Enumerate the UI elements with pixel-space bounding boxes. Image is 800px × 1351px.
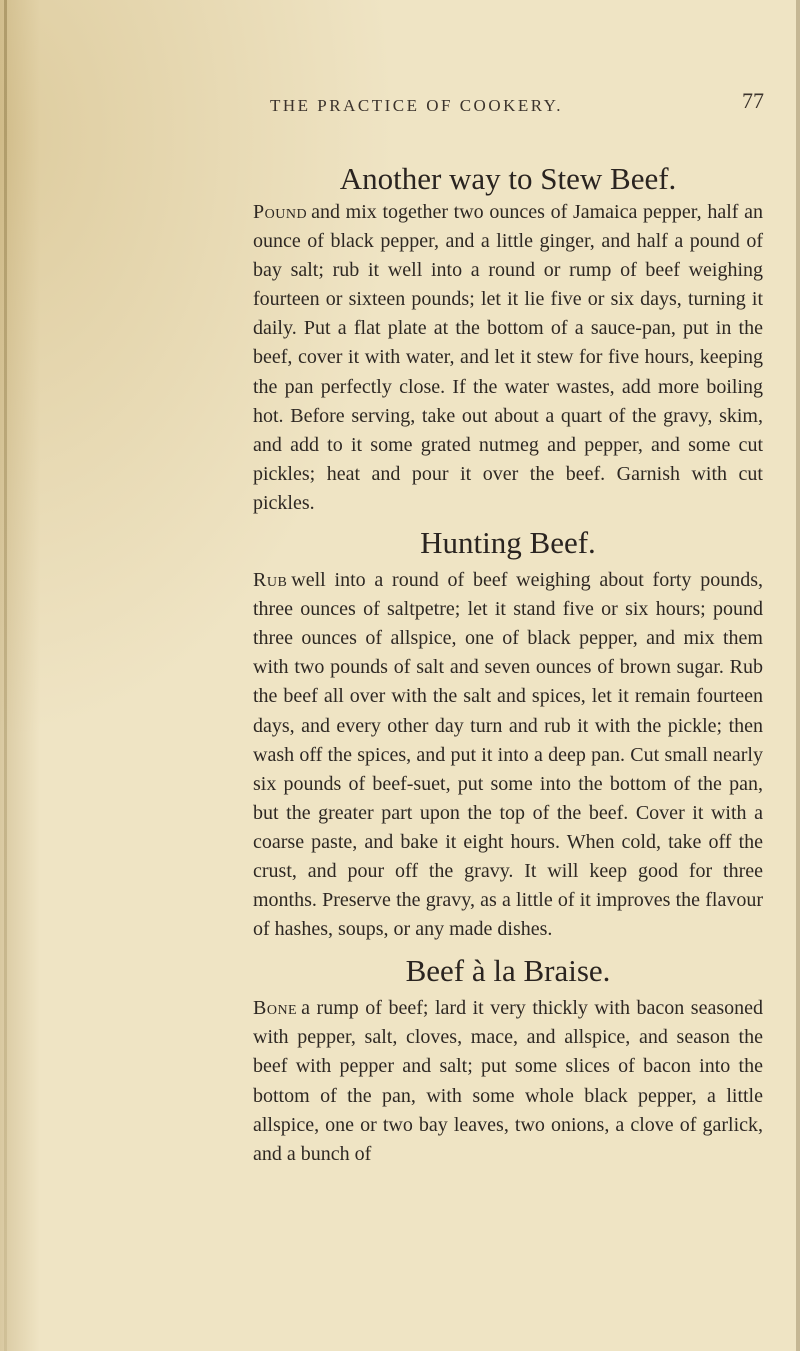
recipe-text: well into a round of beef weighing about forty pounds, three ounces of saltpetre; let it stand five or six hours; pound three ounces of allspice, one of black pepper, and mix them with two pounds of salt and seven ounces of brown sugar. Rub the beef all over with the salt and spices, let it remain fourteen days, and every other day turn and rub it with the pickle; then wash off the spices, and put it into a deep pan. Cut small nearly six pounds of beef-suet, put some into the bottom of the pan, but the greater part upon the top of the beef. Cover it with a coarse paste, and bake it eight hours. When cold, take off the crust, and pour off the gravy. It will keep good for three months. Preserve the gravy, as a little of it improves the flavour of hashes, soups, or any made dishes. [253, 569, 763, 941]
recipe-lead-word: Bone [253, 997, 298, 1020]
recipe-text: a rump of beef; lard it very thickly with bacon seasoned with pepper, salt, cloves, mace, and allspice, and season the beef with pepper and salt; put some slices of bacon into the bottom of the pan, with some whole black pepper, a little allspice, one or two bay leaves, two onions, a clove of garlick, and a bunch of [253, 997, 763, 1165]
recipe-title-hunting-beef: Hunting Beef. [420, 525, 596, 561]
page-number: 77 [742, 88, 764, 113]
recipe-lead-word: Rub [253, 569, 288, 592]
recipe-body-stew-beef [253, 198, 763, 518]
page-content [253, 160, 763, 1169]
recipe-title-stew-beef: Another way to Stew Beef. [339, 161, 677, 196]
recipe-body-hunting-beef [253, 566, 763, 944]
recipe-title-beef-a-la-braise: Beef à la Braise. [405, 953, 611, 989]
recipe-body-beef-a-la-braise [253, 994, 763, 1169]
running-head: THE PRACTICE OF COOKERY. [270, 96, 563, 115]
page-right-edge [796, 0, 800, 1351]
recipe-text: and mix together two ounces of Jamaica pepper, half an ounce of black pepper, and a little ginger, and half a pound of bay salt; rub it well into a round or rump of beef weighing fourteen or sixteen pounds; let it lie five or six days, turning it daily. Put a flat plate at the bottom of a sauce-pan, put in the beef, cover it with water, and let it stew for five hours, keeping the pan perfectly close. If the water wastes, add more boiling hot. Before serving, take out about a quart of the gravy, skim, and add to it some grated nutmeg and pepper, and some cut pickles; heat and pour it over the beef. Garnish with cut pickles. [253, 201, 763, 514]
recipe-lead-word: Pound [253, 201, 308, 223]
page-gutter-shadow [4, 0, 7, 1351]
